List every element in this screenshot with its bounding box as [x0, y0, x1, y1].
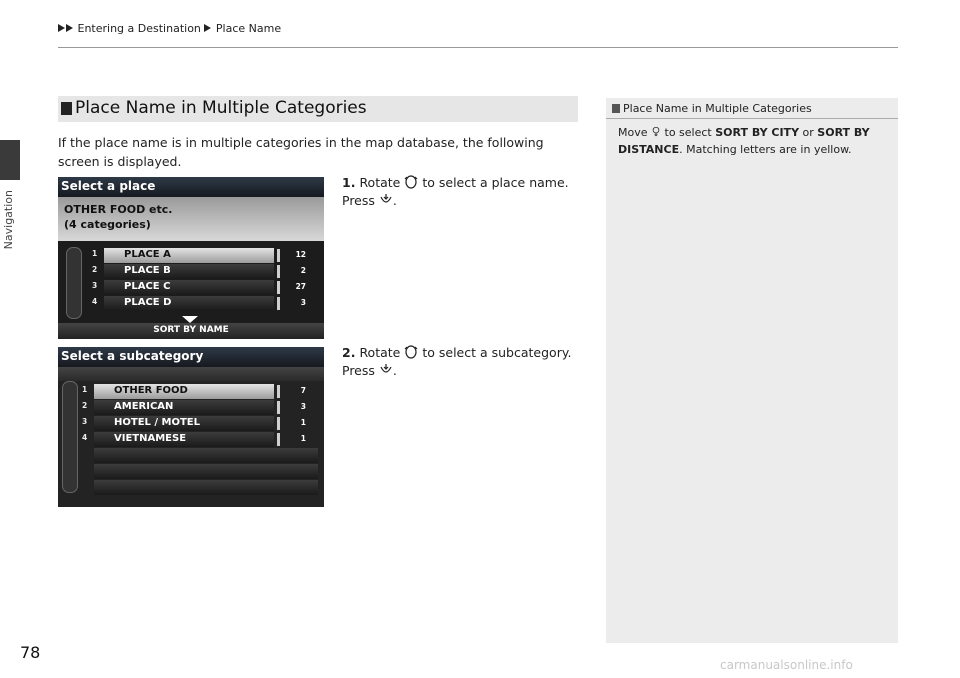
row-count: 12 — [295, 250, 306, 259]
note-body — [618, 124, 888, 158]
row-label: PLACE B — [124, 265, 171, 276]
row-count: 1 — [300, 434, 306, 443]
info-line: OTHER FOOD etc. — [64, 203, 173, 216]
row-number: 1 — [92, 249, 98, 258]
row-count: 2 — [300, 266, 306, 275]
step-1: 1. Rotate to select a place name. Press . — [342, 175, 569, 208]
row-number: 1 — [82, 385, 88, 394]
row-count: 27 — [295, 282, 306, 291]
note-title — [612, 102, 812, 115]
row-separator — [277, 281, 280, 294]
side-note — [606, 98, 898, 643]
step-text: to select a place name. — [422, 175, 569, 190]
note-text: or — [802, 126, 814, 139]
note-option: SORT BY CITY — [715, 126, 800, 139]
breadcrumb — [58, 22, 281, 35]
note-rule — [606, 118, 898, 119]
info-line: (4 categories) — [64, 218, 151, 231]
list-item[interactable] — [80, 432, 318, 447]
note-text: . Matching letters are in yellow. — [679, 143, 852, 156]
row-label: VIETNAMESE — [114, 433, 187, 444]
rotate-knob-icon — [404, 345, 418, 359]
step-text: Press — [342, 193, 375, 208]
screen-select-subcategory — [58, 347, 324, 507]
list-item[interactable] — [90, 264, 318, 279]
press-knob-icon — [379, 193, 393, 207]
row-bar — [94, 464, 318, 479]
row-separator — [277, 417, 280, 430]
row-separator — [277, 249, 280, 262]
step-number: 2. — [342, 345, 356, 360]
note-option: SORT BY DISTANCE — [618, 126, 870, 156]
scrollbar[interactable] — [66, 247, 82, 319]
intro-paragraph: If the place name is in multiple categories in the map database, the following screen is displayed. — [58, 135, 544, 169]
side-tab — [0, 140, 20, 180]
step-text: Rotate — [359, 345, 401, 360]
page-number: 78 — [20, 643, 41, 662]
row-count: 3 — [300, 298, 306, 307]
row-number: 3 — [82, 417, 88, 426]
row-count: 1 — [300, 418, 306, 427]
scrollbar[interactable] — [62, 381, 78, 493]
arrow-icon — [66, 24, 73, 32]
row-label: OTHER FOOD — [114, 385, 188, 396]
header-gradient — [58, 367, 324, 381]
note-text: to select — [664, 126, 712, 139]
step-text: Rotate — [359, 175, 401, 190]
row-label: HOTEL / MOTEL — [114, 417, 200, 428]
note-title-text: Place Name in Multiple Categories — [623, 102, 812, 115]
step-number: 1. — [342, 175, 356, 190]
arrow-icon — [58, 24, 65, 32]
note-icon — [612, 104, 620, 113]
row-label: PLACE D — [124, 297, 172, 308]
list-item-empty — [80, 448, 318, 463]
row-number: 4 — [82, 433, 88, 442]
screen-title: Select a subcategory — [61, 349, 204, 363]
row-number: 2 — [92, 265, 98, 274]
square-bullet-icon — [61, 102, 72, 115]
list-item[interactable] — [80, 400, 318, 415]
list-item[interactable] — [90, 296, 318, 311]
screen-header — [58, 177, 324, 197]
row-number: 2 — [82, 401, 88, 410]
chevron-down-icon — [182, 316, 198, 323]
breadcrumb-item[interactable]: Entering a Destination — [77, 22, 201, 35]
press-knob-icon — [379, 363, 393, 377]
row-count: 3 — [300, 402, 306, 411]
sort-label: SORT BY NAME — [153, 325, 229, 335]
step-text: Press — [342, 363, 375, 378]
row-separator — [277, 433, 280, 446]
sort-button[interactable] — [58, 323, 324, 339]
row-count: 7 — [300, 386, 306, 395]
list-item-empty — [80, 464, 318, 479]
row-separator — [277, 265, 280, 278]
section-title: Place Name in Multiple Categories — [75, 98, 367, 118]
note-text: Move — [618, 126, 648, 139]
breadcrumb-item[interactable]: Place Name — [215, 22, 282, 35]
row-separator — [277, 401, 280, 414]
step-text: to select a subcategory. — [422, 345, 572, 360]
category-info — [58, 197, 324, 241]
list-item-empty — [80, 480, 318, 495]
side-label: Navigation — [2, 190, 15, 250]
row-separator — [277, 297, 280, 310]
screen-title: Select a place — [61, 179, 156, 193]
screen-header — [58, 347, 324, 367]
row-bar — [94, 480, 318, 495]
step-2: 2. Rotate to select a subcategory. Press . — [342, 345, 572, 378]
watermark: carmanualsonline.info — [720, 658, 853, 672]
list-item[interactable] — [90, 248, 318, 263]
row-number: 3 — [92, 281, 98, 290]
row-separator — [277, 385, 280, 398]
list-item[interactable] — [90, 280, 318, 295]
row-bar — [94, 448, 318, 463]
section-heading — [58, 96, 578, 122]
header-rule — [58, 47, 898, 48]
row-number: 4 — [92, 297, 98, 306]
screen-select-place — [58, 177, 324, 339]
list-item[interactable] — [80, 384, 318, 399]
move-knob-icon — [651, 125, 661, 138]
arrow-icon — [204, 24, 211, 32]
list-item[interactable] — [80, 416, 318, 431]
rotate-knob-icon — [404, 175, 418, 189]
row-label: AMERICAN — [114, 401, 174, 412]
row-label: PLACE C — [124, 281, 171, 292]
row-label: PLACE A — [124, 249, 171, 260]
